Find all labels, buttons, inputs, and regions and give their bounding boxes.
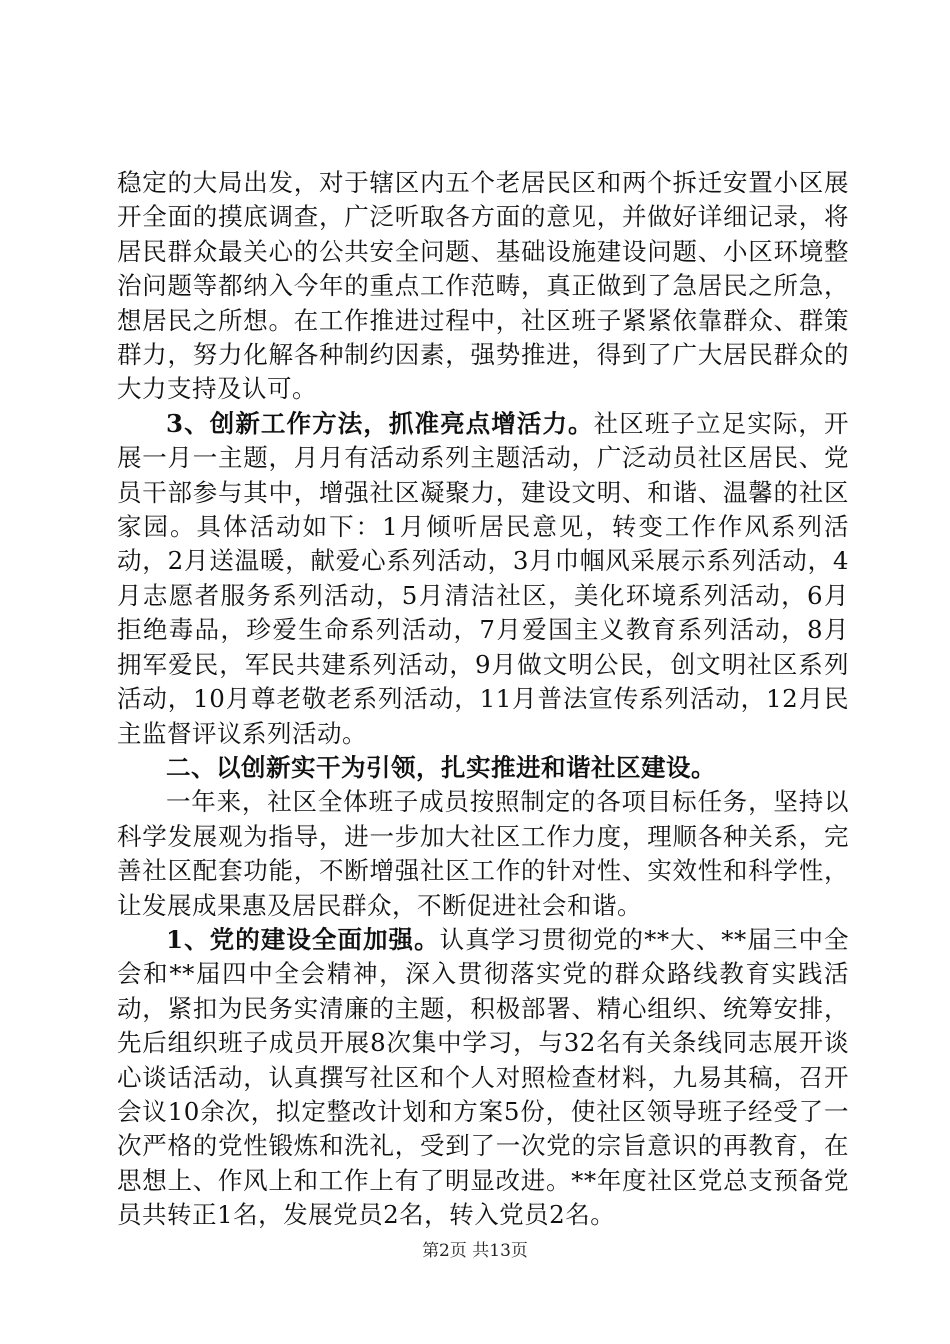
paragraph-text: 一年来，社区全体班子成员按照制定的各项目标任务，坚持以科学发展观为指导，进一步加大社区工作力度，理顺各种关系，完善社区配套功能，不断增强社区工作的针对性、实效性和科学性，让发展成果惠及居民群众，不断促进社会和谐。 bbox=[117, 787, 849, 920]
section-heading: 二、以创新实干为引领，扎实推进和谐社区建设。 bbox=[166, 752, 716, 782]
page-number-footer: 第2页 共13页 bbox=[422, 1241, 528, 1261]
paragraph-overview bbox=[117, 785, 849, 923]
paragraph-continuation bbox=[117, 166, 849, 407]
paragraph-party-building bbox=[117, 923, 849, 1233]
paragraph-lead: 1、党的建设全面加强。 bbox=[166, 924, 440, 954]
paragraph-text: 认真学习贯彻党的**大、**届三中全会和**届四中全会精神，深入贯彻落实党的群众路线教育实践活动，紧扣为民务实清廉的主题，积极部署、精心组织、统筹安排，先后组织班子成员开展8次集中学习，与32名有关条线同志展开谈心谈话活动，认真撰写社区和个人对照检查材料，九易其稿，召开会议10余次，拟定整改计划和方案5份，使社区领导班子经受了一次严格的党性锻炼和洗礼，受到了一次党的宗旨意识的再教育，在思想上、作风上和工作上有了明显改进。**年度社区党总支预备党员共转正1名，发展党员2名，转入党员2名。 bbox=[117, 924, 850, 1230]
paragraph-innovation-method bbox=[117, 407, 849, 751]
paragraph-text: 稳定的大局出发，对于辖区内五个老居民区和两个拆迁安置小区展开全面的摸底调查，广泛听取各方面的意见，并做好详细记录，将居民群众最关心的公共安全问题、基础设施建设问题、小区环境整治问题等都纳入今年的重点工作范畴，真正做到了急居民之所急，想居民之所想。在工作推进过程中，社区班子紧紧依靠群众、群策群力，努力化解各种制约因素，强势推进，得到了广大居民群众的大力支持及认可。 bbox=[117, 168, 849, 404]
paragraph-text: 社区班子立足实际，开展一月一主题，月月有活动系列主题活动，广泛动员社区居民、党员干部参与其中，增强社区凝聚力，建设文明、和谐、温馨的社区家园。具体活动如下：1月倾听居民意见，转变工作作风系列活动，2月送温暖，献爱心系列活动，3月巾帼风采展示系列活动，4月志愿者服务系列活动，5月清洁社区，美化环境系列活动，6月拒绝毒品，珍爱生命系列活动，7月爱国主义教育系列活动，8月拥军爱民，军民共建系列活动，9月做文明公民，创文明社区系列活动，10月尊老敬老系列活动，11月普法宣传系列活动，12月民主监督评议系列活动。 bbox=[117, 408, 850, 748]
paragraph-lead: 3、创新工作方法，抓准亮点增活力。 bbox=[166, 408, 594, 438]
document-body bbox=[117, 166, 849, 1233]
